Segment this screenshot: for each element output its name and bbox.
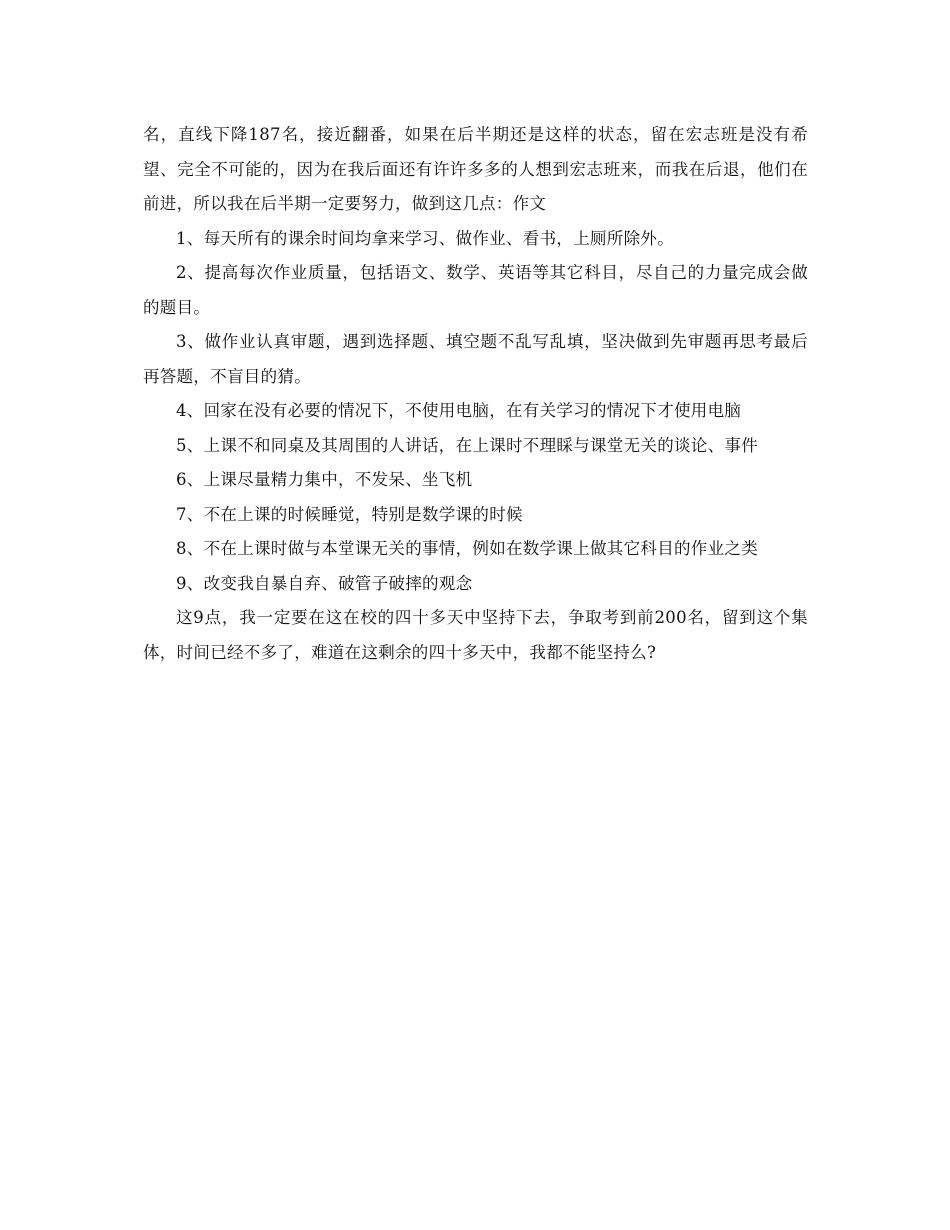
list-item-9: 9、改变我自暴自弃、破管子破摔的观念 xyxy=(176,573,473,593)
list-item-3: 3、做作业认真审题，遇到选择题、填空题不乱写乱填，坚决做到先审题再思考最后再答题，不盲目的猜。 xyxy=(143,332,808,386)
list-item-8: 8、不在上课时做与本堂课无关的事情，例如在数学课上做其它科目的作业之类 xyxy=(176,539,758,558)
list-item-1: 1、每天所有的课余时间均拿来学习、做作业、看书，上厕所除外。 xyxy=(176,228,674,248)
list-item-7: 7、不在上课的时候睡觉，特别是数学课的时候 xyxy=(176,504,523,524)
list-item-6: 6、上课尽量精力集中，不发呆、坐飞机 xyxy=(176,470,473,489)
paragraph-conclusion: 这9点，我一定要在这在校的四十多天中坚持下去，争取考到前200名，留到这个集体，时间已经不多了，难道在这剩余的四十多天中，我都不能坚持么? xyxy=(143,608,808,662)
document-body xyxy=(143,118,808,670)
list-item-5: 5、上课不和同桌及其周围的人讲话，在上课时不理睬与课堂无关的谈论、事件 xyxy=(176,435,758,455)
list-item-4: 4、回家在没有必要的情况下，不使用电脑，在有关学习的情况下才使用电脑 xyxy=(176,401,742,420)
list-item-2: 2、提高每次作业质量，包括语文、数学、英语等其它科目，尽自己的力量完成会做的题目。 xyxy=(143,263,808,317)
paragraph-intro: 名，直线下降187名，接近翻番，如果在后半期还是这样的状态，留在宏志班是没有希望、完全不可能的，因为在我后面还有许许多多的人想到宏志班来，而我在后退，他们在前进，所以我在后半期一定要努力，做到这几点：作文 xyxy=(143,125,808,213)
